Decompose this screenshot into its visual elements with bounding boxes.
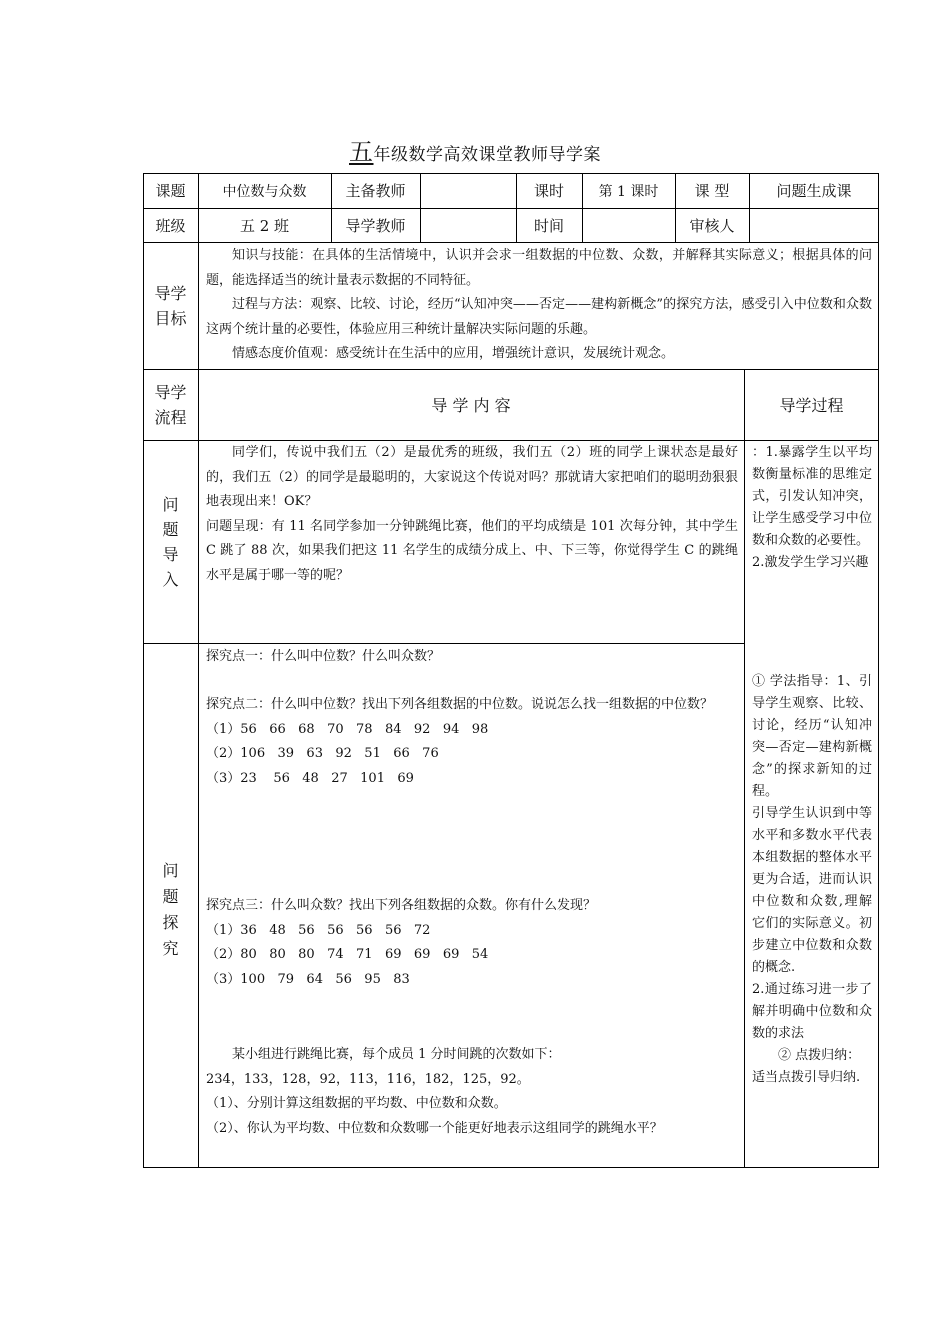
intro-content [206, 441, 738, 588]
mode-set: （2）80 80 80 74 71 69 69 69 54 [206, 947, 489, 962]
explore-point-2-text: 探究点二：什么叫中位数？找出下列各组数据的中位数。说说怎么找一组数据的中位数？ [206, 697, 714, 712]
explore-point-2 [206, 693, 738, 791]
explore-process-notes [752, 671, 872, 1089]
label-lesson-type: 课 型 [694, 182, 730, 200]
intro-label-char: 题 [162, 519, 179, 539]
explore-point-3 [206, 894, 738, 992]
intro-note-2: 2.激发学生学习兴趣 [752, 555, 869, 570]
label-class: 班级 [155, 216, 186, 235]
explore-label-char: 问 [162, 861, 179, 880]
title-text: 年级数学高效课堂教师导学案 [373, 145, 601, 165]
explore-label-char: 究 [162, 939, 179, 958]
goals-content [206, 244, 872, 367]
content-header: 导 学 内 容 [431, 396, 511, 415]
rope-data: 234，133，128，92，113，116，182，125，92。 [206, 1071, 530, 1087]
intro-label-char: 导 [162, 544, 179, 564]
label-lead-teacher: 主备教师 [345, 182, 406, 200]
explore-note-4: ② 点拨归纳： [778, 1048, 861, 1063]
explore-point-3-text: 探究点三：什么叫众数？找出下列各组数据的众数。你有什么发现？ [206, 898, 597, 913]
row-divider [143, 643, 745, 644]
median-set: （1）56 66 68 70 78 84 92 94 98 [206, 721, 489, 737]
goals-label [143, 242, 198, 369]
intro-paragraph-2: 问题呈现：有 11 名同学参加一分钟跳绳比赛，他们的平均成绩是 101 次每分钟，其中学生 C 跳了 88 次，如果我们把这 11 名学生的成绩分成上、中、下三等，你觉得学生 C 的跳绳水平是属于哪一等的呢？ [206, 518, 738, 583]
label-reviewer: 审核人 [689, 216, 735, 235]
process-header: 导学过程 [779, 396, 844, 415]
flow-label-line1: 导学 [154, 382, 187, 402]
goal-knowledge: 知识与技能：在具体的生活情境中，认识并会求一组数据的中位数、众数，并解释其实际意义；根据具体的问题，能选择适当的统计量表示数据的不同特征。 [206, 248, 872, 288]
explore-label-char: 探 [162, 913, 179, 932]
goals-label-line2: 目标 [154, 308, 187, 328]
median-set: （3）23 56 48 27 101 69 [206, 770, 414, 786]
mode-set: （1）36 48 56 56 56 56 72 [206, 922, 431, 938]
explore-note-5: 适当点拨引导归纳. [752, 1070, 861, 1085]
intro-process-notes [752, 442, 872, 574]
rope-question-2: （2）、你认为平均数、中位数和众数哪一个能更好地表示这组同学的跳绳水平？ [206, 1120, 663, 1136]
rope-intro: 某小组进行跳绳比赛，每个成员 1 分时间跳的次数如下： [232, 1047, 561, 1062]
topic-value: 中位数与众数 [222, 183, 307, 200]
rope-question-1: （1）、分别计算这组数据的平均数、中位数和众数。 [206, 1096, 507, 1111]
explore-note-2: 引导学生认识到中等水平和多数水平代表本组数据的整体水平更为合适，进而认识中位数和众数,理解它们的实际意义。初步建立中位数和众数的概念. [752, 806, 872, 975]
intro-label [143, 440, 198, 643]
explore-note-1: ① 学法指导：1、引导学生观察、比较、讨论，经历“认知冲突—否定—建构新概念”的探求新知的过程。 [752, 674, 872, 799]
explore-label [143, 760, 198, 1060]
title-grade-char: 五 [349, 138, 374, 166]
label-period: 课时 [533, 182, 564, 200]
explore-label-char: 题 [162, 887, 179, 906]
goals-label-line1: 导学 [154, 283, 187, 303]
intro-label-char: 入 [162, 569, 179, 589]
flow-label [143, 369, 198, 440]
explore-point-1-text: 探究点一：什么叫中位数？什么叫众数？ [206, 649, 441, 664]
class-value: 五 2 班 [239, 216, 290, 235]
label-topic: 课题 [155, 182, 186, 200]
document-title [0, 132, 950, 167]
flow-label-line2: 流程 [154, 407, 187, 427]
label-guide-teacher: 导学教师 [345, 216, 406, 235]
label-time: 时间 [533, 216, 564, 235]
rope-exercise [206, 1043, 738, 1141]
intro-paragraph-1: 同学们，传说中我们五（2）是最优秀的班级，我们五（2）班的同学上课状态是最好的，我们五（2）的同学是最聪明的，大家说这个传说对吗？那就请大家把咱们的聪明劲狠狠地表现出来！OK？ [206, 445, 738, 509]
time-value [582, 208, 675, 242]
lesson-type-value: 问题生成课 [776, 182, 852, 200]
col-divider [744, 369, 745, 1168]
explore-point-1 [206, 645, 738, 670]
col-divider [198, 173, 199, 1168]
median-set: （2）106 39 63 92 51 66 76 [206, 746, 439, 761]
lead-teacher-value [420, 173, 516, 208]
intro-label-char: 问 [162, 494, 179, 514]
reviewer-value [749, 208, 879, 242]
intro-note-1: ：1.暴露学生以平均数衡量标准的思维定式，引发认知冲突，让学生感受学习中位数和众数的必要性。 [752, 445, 872, 548]
guide-teacher-value [420, 208, 516, 242]
row-divider [143, 242, 879, 243]
period-value: 第 1 课时 [598, 183, 659, 200]
goal-process: 过程与方法：观察、比较、讨论，经历“认知冲突——否定——建构新概念”的探究方法，感受引入中位数和众数这两个统计量的必要性，体验应用三种统计量解决实际问题的乐趣。 [206, 297, 872, 337]
mode-set: （3）100 79 64 56 95 83 [206, 971, 410, 987]
goal-emotion: 情感态度价值观：感受统计在生活中的应用，增强统计意识，发展统计观念。 [232, 346, 675, 361]
explore-note-3: 2.通过练习进一步了解并明确中位数和众数的求法 [752, 982, 872, 1041]
